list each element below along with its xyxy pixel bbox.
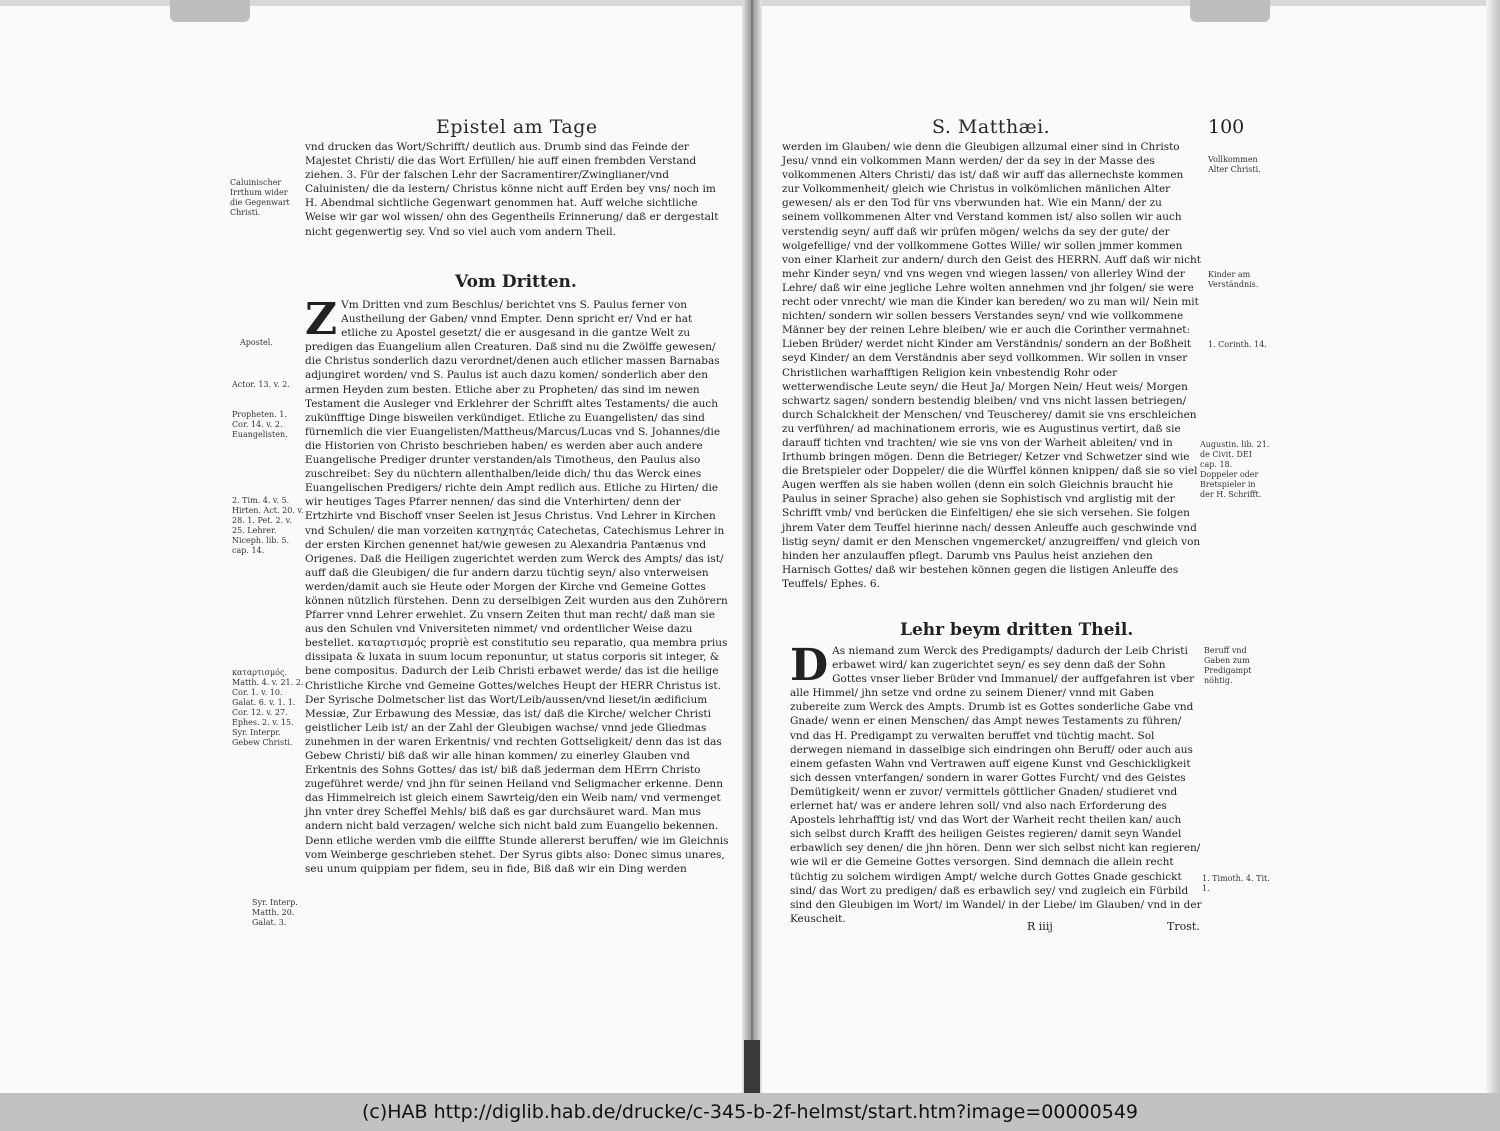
left-margin-note-2: Apostel. <box>240 338 273 347</box>
left-margin-note-7: Syr. Interp. Matth. 20. Galat. 3. <box>252 898 298 927</box>
right-margin-note-5: Beruff vnd Gaben zum Predigampt nöhtig. <box>1204 646 1252 685</box>
right-section-text <box>790 640 1202 925</box>
footer-credit-text: (c)HAB http://diglib.hab.de/drucke/c-345-b-2f-helmst/start.htm?image=00000549 <box>362 1101 1138 1123</box>
right-margin-note-6: 1. Timoth. 4. Tit. 1. <box>1202 874 1270 893</box>
left-margin-note-6: καταρτισμός. Matth. 4. v. 21. 2. Cor. 1. v. 10. Galat. 6. v. 1. 1. Cor. 12. v. 27. Ephes. 2. v. 15. Syr. Interpr. Gebew Christi. <box>232 668 304 747</box>
left-margin-note-4: Propheten. 1. Cor. 14. v. 2. Euangelisten. <box>232 410 288 439</box>
footer-credit-bar <box>0 1093 1500 1131</box>
left-section-title: Vom Dritten. <box>455 272 577 292</box>
signature-mark: R iiij <box>1027 920 1053 933</box>
left-intro-paragraph: vnd drucken das Wort/Schrifft/ deutlich aus. Drumb sind das Feinde der Majestet Christi/ die das Wort Erfüllen/ hie auff einen frembden Verstand ziehen. 3. Für der falschen Lehr der Sacramentirer/Zwinglianer/vnd Caluinisten/ die da lestern/ Christus könne nicht auff Erden bey vns/ noch im H. Abendmal sichtliche Gegenwart genommen hat. Auff welche sichtliche Weise wir gar wol wissen/ ohn des Gegentheils Erinnerung/ daß er dergestalt nicht gegenwertig sey. Vnd so viel auch vom andern Theil. <box>305 141 719 238</box>
left-main-paragraph: Vm Dritten vnd zum Beschlus/ berichtet vns S. Paulus ferner von Austheilung der Gaben/ vnnd Empter. Denn spricht er/ Vnd er hat etliche zu Apostel gesetzt/ die er ausgesand in die gantze Welt zu predigen das Euangelium allen Creaturen. Daß sind nu die Zwölffe gewesen/ die Christus sonderlich dazu verordnet/denen auch etlicher massen Barnabas adjungiret worden/ vnd S. Paulus ist auch dazu komen/ sonderlich aber den armen Heyden zum besten. Etliche aber zu Propheten/ das sind im newen Testament die Ausleger vnd Erklehrer der Schrifft altes Testaments/ die auch zukünfftige Dinge bisweilen verkündiget. Etliche zu Euangelisten/ das sind fürnemlich die vier Euangelisten/Mattheus/Marcus/Lucas vnd S. Johannes/die die Historien von Christo beschrieben haben/ es werden aber auch andere Euangelische Prediger drunter verstanden/als Timotheus, den Paulus also zuschreibet: Sey du nüchtern allenthalben/leide dich/ thu das Werck eines Euangelischen Predigers/ richte dein Ampt redlich aus. Etliche zu Hirten/ die wir heutiges Tages Pfarrer nennen/ das sind die Vnterhirten/ denn der Ertzhirte vnd Bischoff vnser Seelen ist Jesus Christus. Vnd Lehrer in Kirchen vnd Schulen/ die man vorzeiten κατηχητάς Catechetas, Catechismus Lehrer in der ersten Kirchen genennet hat/wie gewesen zu Alexandria Pantænus vnd Origenes. Daß die Heiligen zugerichtet werden zum Werck des Ampts/ das ist/ auff daß die Gleubigen/ die fur andern darzu tüchtig seyn/ also vnterweisen werden/damit auch sie Heute oder Morgen der Kirche vnd Gemeine Gottes können nützlich fürstehen. Denn zu derselbigen Zeit wurden aus den Zuhörern Pfarrer vnnd Lehrer erwehlet. Zu vnsern Zeiten thut man recht/ daß man sie aus den Schulen vnd Vniversiteten nimmet/ vnd ordentlicher Weise dazu bestellet. καταρτισμός propriè est constitutio seu reparatio, qua membra prius dissipata & luxata in suum locum reponuntur, ut status corporis sit integer, & bene compositus. Dadurch der Leib Christi erbawet werde/ das ist die heilige Christliche Kirche vnd Gemeine Gottes/welches Heupt der HERR Christus ist. Der Syrische Dolmetscher list das Wort/Leib/aussen/vnd lieset/in ædificium Messiæ, Zur Erbawung des Messiæ, das ist/ daß die Kirche/ welcher Christi geistlicher Leib ist/ an der Zahl der Gleubigen wachse/ vnnd jede Gliedmas zunehmen in der waren Erkentnis/ vnd rechten Gottseligkeit/ denn das ist das Gebew Christi/ biß daß wir alle hinan kommen/ zu einerley Glauben vnd Erkentnis des Sohns Gottes/ das ist/ biß daß jederman dem HErrn Christo zugeführet werde/ vnd jhn für seinen Heiland vnd Seligmacher erkenne. Denn das Himmelreich ist gleich einem Sawrteig/den ein Weib nam/ vnd vermenget jhn vnter drey Scheffel Mehls/ biß daß es gar durchsäuret ward. Man mus andern nicht bald verzagen/ welche sich nicht bald zum Euangelio bekennen. Denn etliche werden vmb die eilffte Stunde allererst beruffen/ wie im Gleichnis vom Weinberge geschrieben stehet. Der Syrus gibts also: Donec simus unares, seu unum quippiam per fidem, seu in fide, Biß daß wir ein Ding werden <box>305 299 729 875</box>
page-number: 100 <box>1208 116 1245 138</box>
right-margin-note-2: Kinder am Verständnis. <box>1208 270 1259 289</box>
right-margin-note-4: Augustin. lib. 21. de Civit. DEI cap. 18. Doppeler oder Bretspieler in der H. Schrifft. <box>1200 440 1270 499</box>
right-section-paragraph: As niemand zum Werck des Predigampts/ dadurch der Leib Christi erbawet wird/ kan zugerichtet seyn/ es sey denn daß der Sohn Gottes vnser lieber Brüder vnd Immanuel/ der auffgefahren ist vber alle Himmel/ jhn setze vnd ordne zu seinem Diener/ vnnd mit Gaben zubereite zum Werck des Ampts. Drumb ist es Gottes sonderliche Gabe vnd Gnade/ wenn er einen Menschen/ das Ampt newes Testaments zu führen/ vnd das H. Predigampt zu verwalten beruffet vnd tüchtig macht. Sol derwegen niemand in dasselbige sich eindringen ohn Beruff/ oder auch aus einem gefasten Wahn vnd Vertrawen auff eigene Kunst vnd Geschickligkeit sich dessen vnterfangen/ sondern in warer Gottes Furcht/ vnd des Geistes Demütigkeit/ wenn er zuvor/ vermittels göttlicher Gnaden/ studieret vnd erlernet hat/ was er andere lehren soll/ vnd also nach Erforderung des Apostels lehrhafftig ist/ vnd das Wort der Warheit recht theilen kan/ auch sich selbst durch Krafft des heiligen Geistes regieren/ damit seyn Wandel erbawlich sey denen/ die jhn hören. Denn wer sich selbst nicht kan regieren/ wie wil er die Gemeine Gottes versorgen. Sind demnach die allein recht tüchtig zu solchem wirdigen Ampt/ welche durch Gottes Gnade geschickt sind/ das Wort zu predigen/ daß es erbawlich sey/ vnd zugleich ein Fürbild sind den Gleubigen im Wort/ im Wandel/ in der Liebe/ im Glauben/ vnd in der Keuscheit. <box>790 645 1202 925</box>
right-margin-note-3: 1. Corinth. 14. <box>1208 340 1267 349</box>
left-main-text <box>305 294 730 938</box>
book-gutter <box>742 0 762 1093</box>
right-running-header: S. Matthæi. <box>932 116 1051 138</box>
left-intro-text <box>305 140 730 239</box>
left-margin-note-1: Caluinischer Irrthum wider die Gegenwart Christi. <box>230 178 290 217</box>
book-clamp <box>744 1040 760 1095</box>
right-drop-initial: D <box>790 640 829 691</box>
left-page <box>0 0 742 1093</box>
right-main-paragraph: werden im Glauben/ wie denn die Gleubigen allzumal einer sind in Christo Jesu/ vnnd ein volkommen Mann werden/ der da sey in der Masse des volkommenen Alters Christi/ das ist/ daß wir auff das allernechste kommen zur Volkommenheit/ gleich wie Christus in volkömlichen mänlichen Alter gewesen/ als er den Tod für vns vberwunden hat. Wie ein Mann/ der zu seinem vollkommenen Alter vnd Verstand kommen ist/ also sollen wir auch verstendig seyn/ auff daß wir prüfen mögen/ welchs da sey der gute/ der wolgefellige/ vnd der vollkommene Gottes Wille/ wir sollen jmmer kommen von einer Klarheit zur andern/ durch den Geist des HERRN. Auff daß wir nicht mehr Kinder seyn/ vnd vns wegen vnd wiegen lassen/ von allerley Wind der Lehre/ daß wir eine jegliche Lehre wolten annehmen vnd jhr folgen/ sie were recht oder vnrecht/ wie man die Kinder kan bereden/ wo zu man wil/ Nein mit nichten/ sondern wir sollen bessers Verstandes seyn/ vnd wie vollkommene Männer bey der reinen Lehre bleiben/ wie er auch die Corinther vermahnet: Lieben Brüder/ werdet nicht Kinder am Verständnis/ sondern an der Boßheit seyd Kinder/ an dem Verständnis aber seyd vollkommen. Wir sollen in vnser Christlichen warhafftigen Religion kein vnbestendig Rohr oder wetterwendische Leute seyn/ die Heut Ja/ Morgen Nein/ Heut weis/ Morgen schwartz sagen/ sondern bestendig bleiben/ vnd vns nicht lassen betriegen/ durch Schalckheit der Menschen/ vnd Teuscherey/ damit sie vns erschleichen zu verführen/ ad machinationem erroris, wie es Augustinus vertirt, daß sie darauff tichten vnd trachten/ wie sie vns von der Warheit ableiten/ vnd in Irthumb bringen mögen. Denn die Betrieger/ Ketzer vnd Schwetzer sind wie die Bretspieler oder Doppeler/ die die Würffel können knippen/ daß sie so viel Augen werffen als sie haben wollen (denn ein solch Gleichnis braucht hie Paulus in seiner Sprache) also gehen sie Sophistisch vnd arglistig mit der Schrifft vmb/ vnd berücken die Einfeltigen/ ehe sie sich versehen. Sie folgen jhrem Vater dem Teuffel hierinne nach/ dessen Anleuffe auch geschwinde vnd listig seyn/ damit er den Menschen vngemercket/ anzugreiffen/ vnd gleich von hinden her anzulauffen pflegt. Darumb vns Paulus heist anziehen den Harnisch Gottes/ daß wir bestehen können gegen die listigen Anleuffe des Teuffels/ Ephes. 6. <box>782 141 1201 590</box>
left-margin-note-5: 2. Tim. 4. v. 5. Hirten. Act. 20. v. 28. 1. Pet. 2. v. 25. Lehrer. Niceph. lib. 5. cap. 14. <box>232 496 304 555</box>
right-main-text <box>782 140 1202 616</box>
left-running-header: Epistel am Tage <box>436 116 598 138</box>
right-margin-note-1: Vollkommen Alter Christi. <box>1208 155 1261 174</box>
catchword: Trost. <box>1167 920 1200 933</box>
right-page <box>762 0 1486 1093</box>
scan-right-edge <box>1486 0 1500 1093</box>
right-section-title: Lehr beym dritten Theil. <box>900 620 1134 640</box>
left-drop-initial: Z <box>305 294 338 345</box>
left-margin-note-3: Actor. 13. v. 2. <box>232 380 290 389</box>
